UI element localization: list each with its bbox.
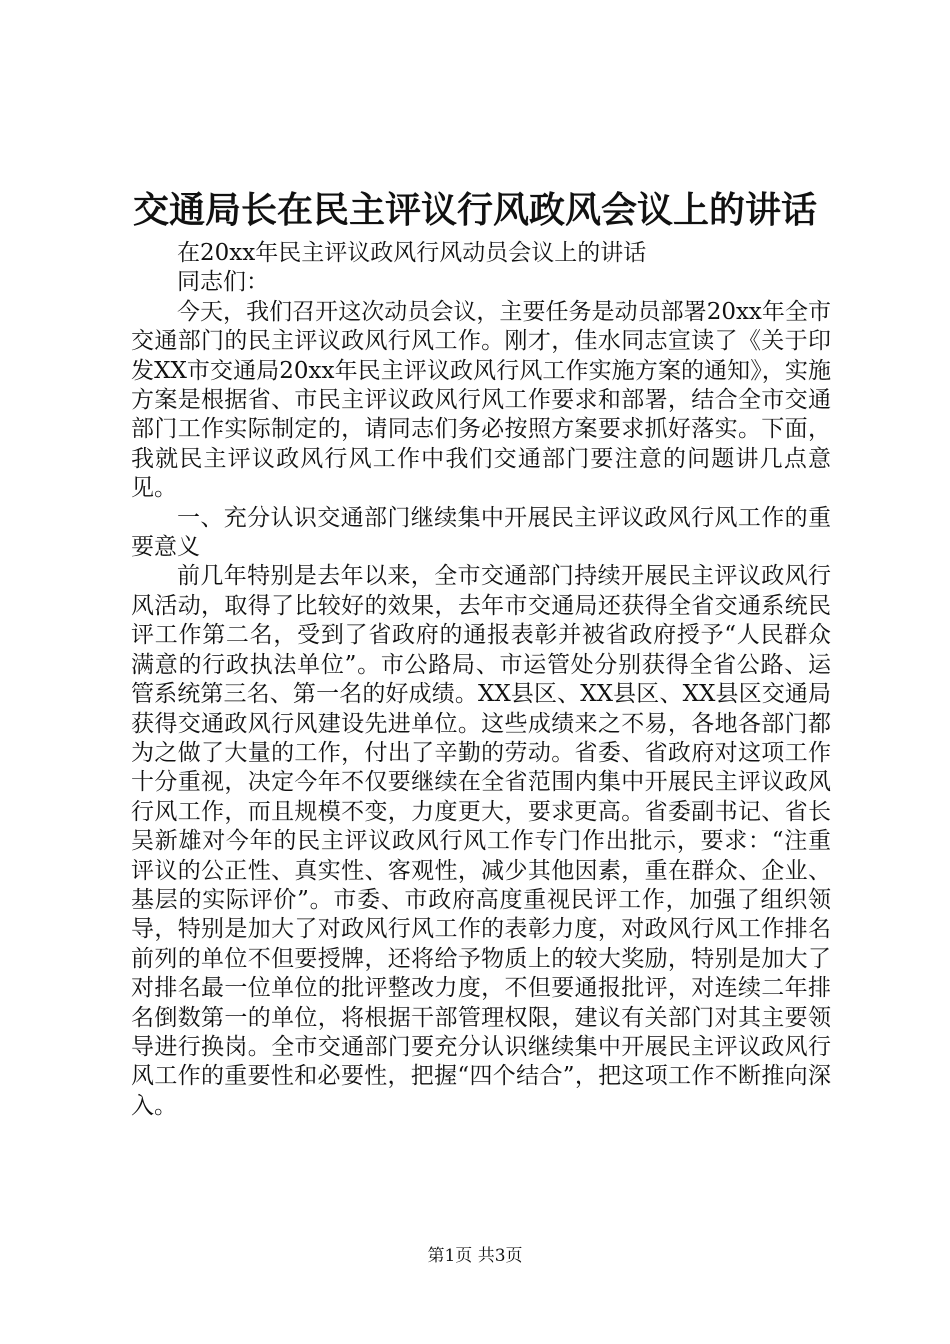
document-body: [131, 239, 831, 1121]
page-number: 第1页: [427, 1246, 473, 1266]
page-count: 共3页: [477, 1246, 523, 1266]
page-footer: [0, 1244, 950, 1268]
section-heading: 一、充分认识交通部门继续集中开展民主评议政风行风工作的重要意义: [131, 504, 831, 561]
subtitle-paragraph: 在20xx年民主评议政风行风动员会议上的讲话: [177, 240, 647, 266]
document-title: 交通局长在民主评议行风政风会议上的讲话: [132, 189, 817, 231]
salutation-paragraph: 同志们：: [177, 269, 269, 296]
body-paragraph: 前几年特别是去年以来，全市交通部门持续开展民主评议政风行风活动，取得了比较好的效果，去年市交通局还获得全省交通系统民评工作第二名，受到了省政府的通报表彰并被省政府授予“人民群众满意的行政执法单位”。市公路局、市运管处分别获得全省公路、运管系统第三名、第一名的好成绩。XX县区、XX县区、XX县区交通局获得交通政风行风建设先进单位。这些成绩来之不易，各地各部门都为之做了大量的工作，付出了辛勤的劳动。省委、省政府对这项工作十分重视，决定今年不仅要继续在全省范围内集中开展民主评议政风行风工作，而且规模不变，力度更大，要求更高。省委副书记、省长吴新雄对今年的民主评议政风行风工作专门作出批示，要求：“注重评议的公正性、真实性、客观性，减少其他因素，重在群众、企业、基层的实际评价”。市委、市政府高度重视民评工作，加强了组织领导，特别是加大了对政风行风工作的表彰力度，对政风行风工作排名前列的单位不但要授牌，还将给予物质上的较大奖励，特别是加大了对排名最一位单位的批评整改力度，不但要通报批评，对连续二年排名倒数第一的单位，将根据干部管理权限，建议有关部门对其主要领导进行换岗。全市交通部门要充分认识继续集中开展民主评议政风行风工作的重要性和必要性，把握“四个结合”，把这项工作不断推向深入。: [131, 563, 831, 1119]
body-paragraph: 今天，我们召开这次动员会议，主要任务是动员部署20xx年全市交通部门的民主评议政风行风工作。刚才，佳水同志宣读了《关于印发XX市交通局20xx年民主评议政风行风工作实施方案的通知》，实施方案是根据省、市民主评议政风行风工作要求和部署，结合全市交通部门工作实际制定的，请同志们务必按照方案要求抓好落实。下面，我就民主评议政风行风工作中我们交通部门要注意的问题讲几点意见。: [131, 298, 831, 502]
